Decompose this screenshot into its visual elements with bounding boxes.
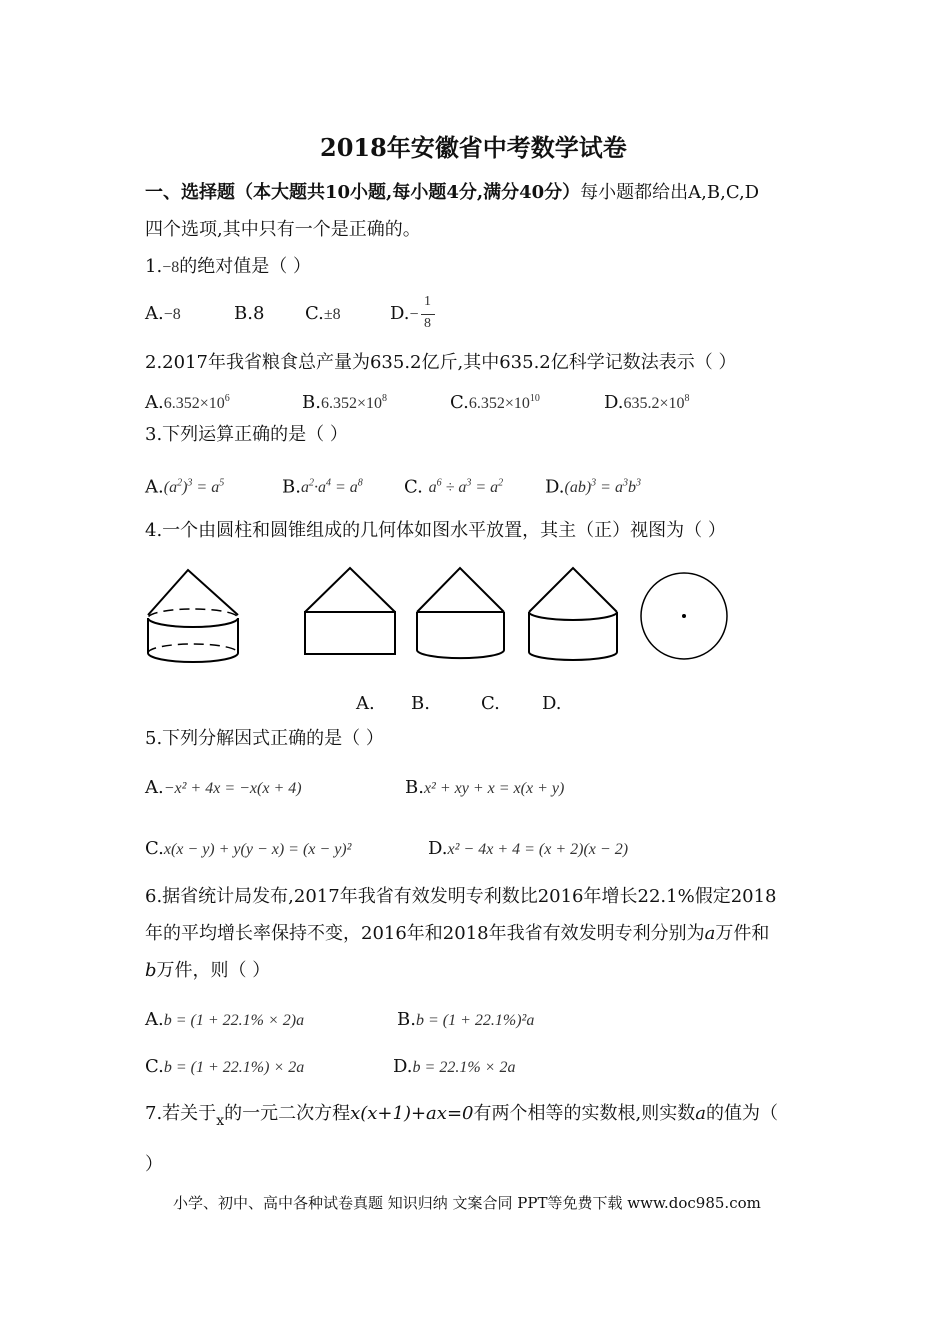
q7-line2: ） xyxy=(145,1154,163,1175)
section-header-line2: 四个选项,其中只有一个是正确的。 xyxy=(145,219,421,240)
q5-option-b: B.x² + xy + x = x(x + y) xyxy=(405,777,565,798)
q3-option-d: $D.(ab)^3 = a^3b^3$ xyxy=(545,476,641,498)
q6-option-c: C.b = (1 + 22.1%) × 2a xyxy=(145,1056,305,1077)
q5-option-d: D.x² − 4x + 4 = (x + 2)(x − 2) xyxy=(428,838,629,859)
q6-line1: 6.据省统计局发布,2017年我省有效发明专利数比2016年增长22.1%假定2018 xyxy=(145,886,777,907)
q5-option-a: A.−x² + 4x = −x(x + 4) xyxy=(145,777,302,798)
q7-stem: 7.若关于$_x$的一元二次方程x(x+1)+ax=0有两个相等的实数根,则实数a的值为（ xyxy=(145,1103,778,1129)
section-header xyxy=(145,182,759,204)
q2-option-b: $B.6.352\times 10^8$ xyxy=(302,392,387,413)
q3-stem: 3.下列运算正确的是（ ） xyxy=(145,424,348,445)
q1-option-b: B.8 xyxy=(234,303,265,324)
q6-option-d: D.b = 22.1% × 2a xyxy=(393,1056,516,1077)
q6-option-a: A.b = (1 + 22.1% × 2)a xyxy=(145,1009,305,1030)
page-footer: 小学、初中、高中各种试卷真题 知识归纳 文案合同 PPT等免费下载 www.doc985.com xyxy=(173,1194,761,1212)
solid-figure xyxy=(148,570,238,662)
option-c-view xyxy=(529,568,617,660)
section-header-bold: 一、选择题（本大题共10小题,每小题4分,满分40分） xyxy=(145,182,581,203)
q4-label-a: A. xyxy=(356,693,375,714)
q2-option-c: $C.6.352\times 10^{10}$ xyxy=(450,392,540,413)
option-a-view xyxy=(305,568,395,654)
fraction-bar xyxy=(421,314,435,315)
q2-option-d: $D.635.2\times 10^8$ xyxy=(604,392,690,413)
q4-figures xyxy=(140,560,740,670)
q3-option-b: $B.a^2\cdot a^4 = a^8$ xyxy=(282,476,363,498)
q6-option-b: B.b = (1 + 22.1%)²a xyxy=(397,1009,535,1030)
q4-label-c: C. xyxy=(481,693,500,714)
q1-d-denominator: 8 xyxy=(424,316,431,331)
section-header-rest: 每小题都给出A,B,C,D xyxy=(580,182,760,203)
q6-line2: 年的平均增长率保持不变，2016年和2018年我省有效发明专利分别为a万件和 xyxy=(145,923,770,944)
q1-option-c: C.±8 xyxy=(305,303,341,324)
q5-stem: 5.下列分解因式正确的是（ ） xyxy=(145,728,384,749)
q4-label-b: B. xyxy=(411,693,430,714)
q3-option-c: C. $a^6 \div a^3 = a^2$ xyxy=(404,476,504,498)
q2-stem: 2.2017年我省粮食总产量为635.2亿斤,其中635.2亿科学记数法表示（ ） xyxy=(145,352,737,373)
q1-option-a: A.−8 xyxy=(145,303,181,324)
q2-option-a: $A.6.352\times 10^6$ xyxy=(145,392,230,413)
option-b-view xyxy=(417,568,504,658)
q1-stem: 1.−8的绝对值是（ ） xyxy=(145,256,311,277)
q4-stem: 4.一个由圆柱和圆锥组成的几何体如图水平放置，其主（正）视图为（ ） xyxy=(145,520,726,541)
q1-option-d: D.− xyxy=(390,303,419,324)
q3-option-a: $A.(a^2)^3 = a^5$ xyxy=(145,476,225,498)
q1-d-numerator: 1 xyxy=(424,294,431,309)
page-title: 2018年安徽省中考数学试卷 xyxy=(320,133,627,162)
option-d-view xyxy=(641,573,727,659)
q5-option-c: C.x(x − y) + y(y − x) = (x − y)² xyxy=(145,838,352,859)
q4-label-d: D. xyxy=(542,693,562,714)
q6-line3: b万件，则（ ） xyxy=(145,960,271,981)
